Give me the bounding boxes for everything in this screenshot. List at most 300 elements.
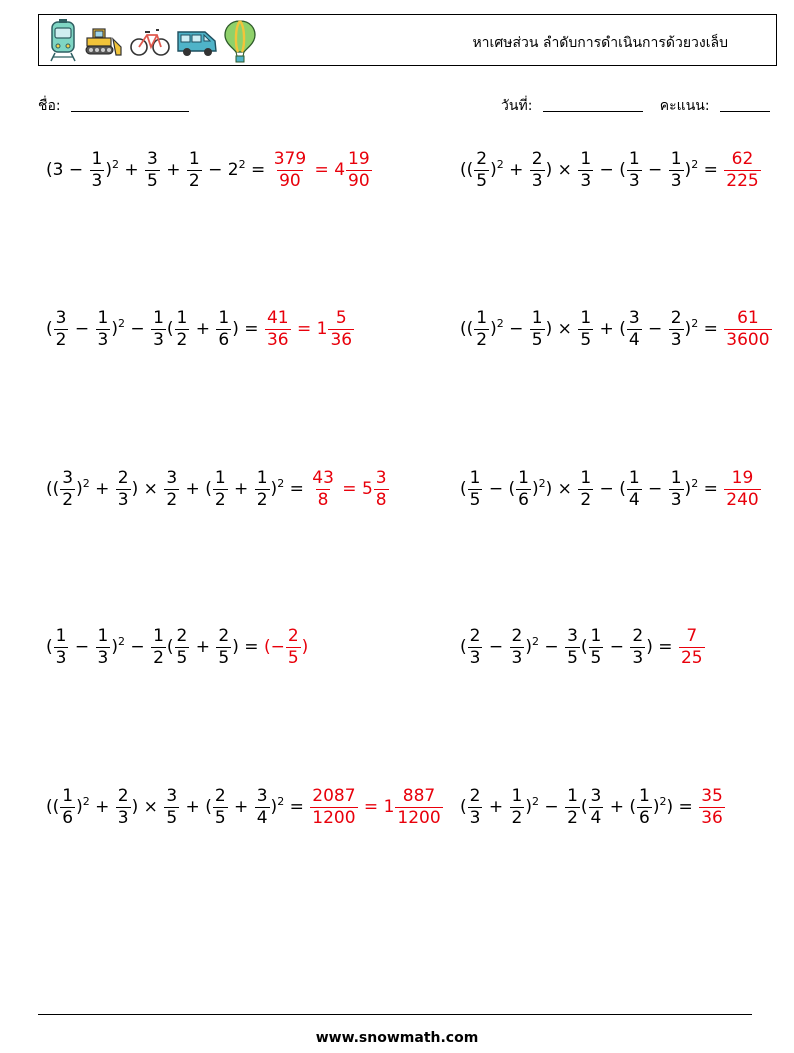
expr-text: ) bbox=[490, 160, 497, 180]
numerator: 19 bbox=[731, 468, 754, 488]
denominator: 1200 bbox=[397, 808, 441, 828]
numerator: 3 bbox=[375, 468, 387, 488]
denominator: 4 bbox=[628, 330, 640, 350]
denominator: 2 bbox=[580, 490, 592, 510]
fraction bbox=[54, 628, 69, 667]
expr-text: ( bbox=[46, 637, 53, 657]
fraction bbox=[669, 151, 684, 190]
expr-text: ) bbox=[490, 319, 497, 339]
expr-text: (( bbox=[460, 160, 474, 180]
expr-text: ) bbox=[76, 797, 83, 817]
expr-text: ) bbox=[684, 319, 692, 339]
worksheet-header bbox=[38, 14, 777, 66]
denominator: 5 bbox=[218, 648, 230, 668]
fraction bbox=[578, 470, 593, 509]
denominator: 3 bbox=[117, 490, 129, 510]
expr-text: ) bbox=[652, 797, 660, 817]
denominator: 3 bbox=[97, 648, 109, 668]
fraction bbox=[328, 310, 354, 349]
fraction bbox=[151, 628, 166, 667]
denominator: 3 bbox=[632, 648, 644, 668]
numerator: 3 bbox=[567, 626, 578, 646]
expr-text: − bbox=[642, 319, 668, 339]
denominator: 3 bbox=[153, 330, 164, 350]
footer-divider bbox=[38, 1014, 752, 1015]
denominator: 5 bbox=[590, 648, 602, 668]
numerator: 2 bbox=[476, 149, 488, 169]
denominator: 2 bbox=[214, 490, 226, 510]
numerator: 2 bbox=[511, 626, 523, 646]
expr-text: − bbox=[483, 637, 509, 657]
expr-text: ) bbox=[270, 797, 278, 817]
expr-text: − ( bbox=[594, 160, 626, 180]
numerator: 1 bbox=[639, 786, 650, 806]
van-icon bbox=[175, 19, 219, 63]
fraction bbox=[637, 788, 652, 827]
expr-text: ( bbox=[46, 319, 53, 339]
date-blank[interactable] bbox=[543, 97, 643, 112]
expr-text: + bbox=[190, 319, 216, 339]
problem bbox=[46, 310, 355, 349]
denominator: 36 bbox=[701, 808, 723, 828]
name-label: ชื่อ: bbox=[38, 98, 61, 114]
fraction bbox=[255, 470, 270, 509]
expr-text: (( bbox=[460, 319, 474, 339]
expr-text: (( bbox=[46, 797, 60, 817]
exponent: 2 bbox=[538, 477, 546, 490]
expr-text: − bbox=[125, 637, 151, 657]
hot-air-balloon-icon bbox=[223, 19, 257, 63]
numerator: 3 bbox=[166, 786, 178, 806]
problem bbox=[460, 628, 706, 667]
expr-text: = bbox=[284, 479, 310, 499]
expr-text: − bbox=[642, 160, 668, 180]
expr-text: ) = bbox=[232, 637, 264, 657]
denominator: 2 bbox=[166, 490, 178, 510]
fraction bbox=[116, 470, 131, 509]
numerator: 2 bbox=[117, 468, 129, 488]
expr-text: + ( bbox=[180, 479, 212, 499]
fraction bbox=[630, 628, 645, 667]
fraction bbox=[468, 788, 483, 827]
numerator: 1 bbox=[590, 626, 602, 646]
fraction bbox=[510, 628, 525, 667]
expr-text: (3 − bbox=[46, 160, 89, 180]
answer bbox=[698, 788, 726, 827]
expr-text: − bbox=[69, 637, 95, 657]
fraction bbox=[96, 310, 111, 349]
expr-text: + bbox=[160, 160, 186, 180]
expr-text: ) bbox=[525, 637, 532, 657]
denominator: 5 bbox=[531, 330, 543, 350]
expr-text: = bbox=[698, 160, 724, 180]
fraction bbox=[474, 151, 489, 190]
numerator: 2 bbox=[469, 626, 481, 646]
answer bbox=[723, 151, 761, 190]
denominator: 3 bbox=[670, 490, 682, 510]
fraction bbox=[151, 310, 166, 349]
expr-text: ) bbox=[111, 637, 118, 657]
exponent: 2 bbox=[111, 158, 119, 171]
expr-text: ) bbox=[270, 479, 278, 499]
fraction bbox=[175, 628, 190, 667]
numerator: 61 bbox=[737, 308, 759, 328]
numerator: 2 bbox=[632, 626, 644, 646]
exponent: 2 bbox=[532, 795, 539, 808]
exponent: 2 bbox=[277, 477, 285, 490]
numerator: 7 bbox=[686, 626, 698, 646]
denominator: 2 bbox=[188, 171, 200, 191]
fraction bbox=[255, 788, 270, 827]
fraction bbox=[395, 788, 442, 827]
expr-text: = 1 bbox=[291, 319, 328, 339]
fraction bbox=[286, 628, 301, 667]
expr-text: − bbox=[539, 637, 565, 657]
expr-text: ) bbox=[684, 160, 692, 180]
fraction bbox=[565, 628, 580, 667]
score-blank[interactable] bbox=[720, 97, 770, 112]
expr-text: − bbox=[604, 637, 630, 657]
numerator: 1 bbox=[153, 308, 164, 328]
exponent: 2 bbox=[118, 635, 125, 648]
denominator: 3 bbox=[531, 171, 543, 191]
expr-text: = bbox=[245, 160, 271, 180]
denominator: 2 bbox=[476, 330, 488, 350]
footer-url: www.snowmath.com bbox=[315, 1030, 479, 1046]
denominator: 3 bbox=[628, 171, 640, 191]
exponent: 2 bbox=[532, 635, 539, 648]
numerator: 1 bbox=[628, 149, 640, 169]
fraction bbox=[310, 470, 336, 509]
numerator: 1 bbox=[469, 468, 481, 488]
exponent: 2 bbox=[496, 158, 504, 171]
denominator: 3 bbox=[670, 171, 682, 191]
worksheet-title: หาเศษส่วน ลำดับการดำเนินการด้วยวงเล็บ bbox=[472, 35, 728, 51]
expr-text: ( bbox=[580, 797, 588, 817]
expr-text: − bbox=[539, 797, 565, 817]
denominator: 2 bbox=[55, 330, 67, 350]
denominator: 5 bbox=[147, 171, 158, 191]
expr-text: ) = bbox=[646, 637, 678, 657]
denominator: 2 bbox=[62, 490, 74, 510]
expr-text: = 1 bbox=[358, 797, 395, 817]
fraction bbox=[216, 310, 231, 349]
expr-text: ) bbox=[531, 479, 539, 499]
denominator: 5 bbox=[580, 330, 592, 350]
problem bbox=[460, 151, 762, 190]
fraction bbox=[213, 788, 228, 827]
exponent: 2 bbox=[82, 477, 90, 490]
denominator: 3 bbox=[117, 808, 129, 828]
fraction bbox=[589, 628, 604, 667]
fraction bbox=[54, 310, 69, 349]
numerator: 5 bbox=[335, 308, 347, 328]
answer bbox=[678, 628, 706, 667]
denominator: 225 bbox=[726, 171, 759, 191]
fraction bbox=[627, 470, 642, 509]
fraction bbox=[530, 151, 545, 190]
problem bbox=[460, 310, 773, 349]
numerator: 1 bbox=[628, 468, 640, 488]
exponent: 2 bbox=[659, 795, 667, 808]
expr-text: + bbox=[190, 637, 216, 657]
expr-text: ) × bbox=[131, 797, 164, 817]
denominator: 1200 bbox=[312, 808, 356, 828]
fraction bbox=[116, 788, 131, 827]
fraction bbox=[96, 628, 111, 667]
header-icons bbox=[47, 19, 257, 63]
score-label: คะแนน: bbox=[659, 98, 710, 114]
denominator: 25 bbox=[680, 648, 703, 668]
denominator: 8 bbox=[375, 490, 387, 510]
numerator: 1 bbox=[518, 468, 529, 488]
expr-text: ( bbox=[460, 637, 467, 657]
expr-text: + ( bbox=[594, 319, 626, 339]
fraction bbox=[60, 788, 75, 827]
name-field bbox=[38, 95, 189, 117]
expr-text: + bbox=[118, 160, 145, 180]
train-icon bbox=[47, 19, 79, 63]
fraction bbox=[272, 151, 308, 190]
numerator: 1 bbox=[176, 308, 188, 328]
exponent: 2 bbox=[277, 795, 285, 808]
numerator: 1 bbox=[580, 149, 592, 169]
numerator: 3 bbox=[628, 308, 640, 328]
fraction bbox=[589, 788, 604, 827]
fraction bbox=[669, 310, 684, 349]
numerator: 35 bbox=[701, 786, 723, 806]
exponent: 2 bbox=[691, 158, 699, 171]
expr-text: ) bbox=[76, 479, 83, 499]
expr-text: ) = bbox=[232, 319, 264, 339]
numerator: 2 bbox=[670, 308, 682, 328]
fraction bbox=[265, 310, 291, 349]
expr-text: ) × bbox=[131, 479, 164, 499]
denominator: 3 bbox=[469, 648, 481, 668]
expr-text: ( bbox=[460, 479, 467, 499]
numerator: 1 bbox=[476, 308, 488, 328]
expr-text: + bbox=[503, 160, 529, 180]
denominator: 90 bbox=[348, 171, 370, 191]
fraction bbox=[145, 151, 160, 190]
numerator: 1 bbox=[55, 626, 67, 646]
fraction bbox=[669, 470, 684, 509]
fraction bbox=[346, 151, 372, 190]
fraction bbox=[164, 788, 179, 827]
denominator: 3 bbox=[91, 171, 103, 191]
fraction bbox=[699, 788, 725, 827]
bicycle-icon bbox=[129, 19, 171, 63]
denominator: 2 bbox=[256, 490, 268, 510]
fraction bbox=[724, 151, 760, 190]
numerator: 19 bbox=[348, 149, 370, 169]
numerator: 1 bbox=[580, 468, 592, 488]
expr-text: ) bbox=[301, 637, 309, 657]
numerator: 62 bbox=[731, 149, 754, 169]
numerator: 2087 bbox=[312, 786, 356, 806]
numerator: 2 bbox=[117, 786, 129, 806]
denominator: 5 bbox=[287, 648, 299, 668]
denominator: 2 bbox=[511, 808, 523, 828]
expr-text: ) × bbox=[545, 479, 578, 499]
expr-text: = bbox=[284, 797, 310, 817]
fraction bbox=[175, 310, 190, 349]
numerator: 3 bbox=[55, 308, 67, 328]
denominator: 5 bbox=[567, 648, 578, 668]
expr-text: ) bbox=[525, 797, 532, 817]
expr-text: (− bbox=[263, 637, 285, 657]
expr-text: − ( bbox=[594, 479, 626, 499]
fraction bbox=[724, 470, 760, 509]
expr-text: ) bbox=[105, 160, 112, 180]
expr-text: (( bbox=[46, 479, 60, 499]
exponent: 2 bbox=[118, 317, 125, 330]
fraction bbox=[164, 470, 179, 509]
fraction bbox=[474, 310, 489, 349]
fraction bbox=[374, 470, 389, 509]
expr-text: − bbox=[125, 319, 151, 339]
numerator: 2 bbox=[531, 149, 543, 169]
fraction bbox=[213, 470, 228, 509]
problem bbox=[46, 470, 390, 509]
problem bbox=[46, 151, 373, 190]
exponent: 2 bbox=[238, 158, 246, 171]
fraction bbox=[60, 470, 75, 509]
numerator: 2 bbox=[218, 626, 230, 646]
numerator: 2 bbox=[214, 786, 226, 806]
expr-text: + bbox=[89, 479, 115, 499]
expr-text: ( bbox=[166, 319, 174, 339]
exponent: 2 bbox=[82, 795, 90, 808]
expr-text: − ( bbox=[483, 479, 516, 499]
numerator: 41 bbox=[266, 308, 289, 328]
numerator: 3 bbox=[256, 786, 268, 806]
denominator: 3 bbox=[670, 330, 682, 350]
fraction bbox=[530, 310, 545, 349]
fraction bbox=[516, 470, 531, 509]
numerator: 3 bbox=[147, 149, 158, 169]
fraction bbox=[578, 151, 593, 190]
numerator: 1 bbox=[567, 786, 578, 806]
fraction bbox=[565, 788, 580, 827]
denominator: 3 bbox=[511, 648, 523, 668]
denominator: 4 bbox=[256, 808, 268, 828]
numerator: 1 bbox=[97, 626, 109, 646]
problem bbox=[460, 788, 726, 827]
denominator: 2 bbox=[153, 648, 164, 668]
denominator: 36 bbox=[330, 330, 353, 350]
expr-text: = 5 bbox=[336, 479, 373, 499]
fraction bbox=[679, 628, 705, 667]
numerator: 1 bbox=[188, 149, 200, 169]
fraction bbox=[627, 310, 642, 349]
denominator: 90 bbox=[279, 171, 301, 191]
expr-text: + bbox=[228, 479, 254, 499]
numerator: 1 bbox=[511, 786, 523, 806]
numerator: 1 bbox=[670, 149, 682, 169]
numerator: 379 bbox=[273, 149, 307, 169]
expr-text: + ( bbox=[180, 797, 212, 817]
numerator: 1 bbox=[580, 308, 592, 328]
problem bbox=[46, 628, 308, 667]
answer bbox=[309, 788, 443, 827]
answer bbox=[264, 628, 308, 667]
numerator: 2 bbox=[287, 626, 299, 646]
fraction bbox=[627, 151, 642, 190]
numerator: 3 bbox=[62, 468, 74, 488]
date-label: วันที่: bbox=[501, 98, 533, 114]
problem bbox=[46, 788, 444, 827]
fraction bbox=[90, 151, 105, 190]
expr-text: ) bbox=[684, 479, 692, 499]
numerator: 1 bbox=[670, 468, 682, 488]
answer bbox=[723, 470, 761, 509]
denominator: 6 bbox=[518, 490, 529, 510]
denominator: 240 bbox=[726, 490, 759, 510]
expr-text: ( bbox=[166, 637, 174, 657]
numerator: 2 bbox=[176, 626, 188, 646]
expr-text: ) = bbox=[666, 797, 699, 817]
numerator: 1 bbox=[97, 308, 109, 328]
denominator: 5 bbox=[176, 648, 188, 668]
expr-text: + bbox=[483, 797, 509, 817]
answer bbox=[723, 310, 772, 349]
expr-text: = bbox=[698, 319, 724, 339]
fraction bbox=[216, 628, 231, 667]
expr-text: − bbox=[503, 319, 529, 339]
expr-text: ( bbox=[460, 797, 467, 817]
denominator: 3 bbox=[97, 330, 109, 350]
denominator: 3600 bbox=[726, 330, 770, 350]
fraction bbox=[724, 310, 771, 349]
answer bbox=[271, 151, 373, 190]
date-score-fields bbox=[501, 95, 770, 117]
numerator: 43 bbox=[312, 468, 334, 488]
numerator: 1 bbox=[153, 626, 164, 646]
expr-text: ) bbox=[111, 319, 118, 339]
numerator: 1 bbox=[256, 468, 268, 488]
denominator: 3 bbox=[55, 648, 67, 668]
denominator: 3 bbox=[469, 808, 481, 828]
expr-text: ) × bbox=[545, 319, 578, 339]
denominator: 2 bbox=[567, 808, 578, 828]
exponent: 2 bbox=[691, 317, 699, 330]
denominator: 6 bbox=[639, 808, 650, 828]
numerator: 3 bbox=[590, 786, 602, 806]
bulldozer-icon bbox=[83, 19, 125, 63]
expr-text: ) × bbox=[545, 160, 578, 180]
denominator: 36 bbox=[266, 330, 289, 350]
answer bbox=[264, 310, 355, 349]
numerator: 1 bbox=[62, 786, 74, 806]
numerator: 1 bbox=[531, 308, 543, 328]
denominator: 3 bbox=[580, 171, 592, 191]
numerator: 3 bbox=[166, 468, 178, 488]
denominator: 2 bbox=[176, 330, 188, 350]
expr-text: − bbox=[69, 319, 95, 339]
exponent: 2 bbox=[691, 477, 699, 490]
answer bbox=[309, 470, 389, 509]
numerator: 2 bbox=[469, 786, 481, 806]
fraction bbox=[510, 788, 525, 827]
denominator: 5 bbox=[476, 171, 488, 191]
expr-text: = bbox=[698, 479, 724, 499]
numerator: 1 bbox=[214, 468, 226, 488]
numerator: 1 bbox=[218, 308, 230, 328]
name-blank[interactable] bbox=[71, 97, 189, 112]
numerator: 887 bbox=[402, 786, 436, 806]
exponent: 2 bbox=[496, 317, 504, 330]
